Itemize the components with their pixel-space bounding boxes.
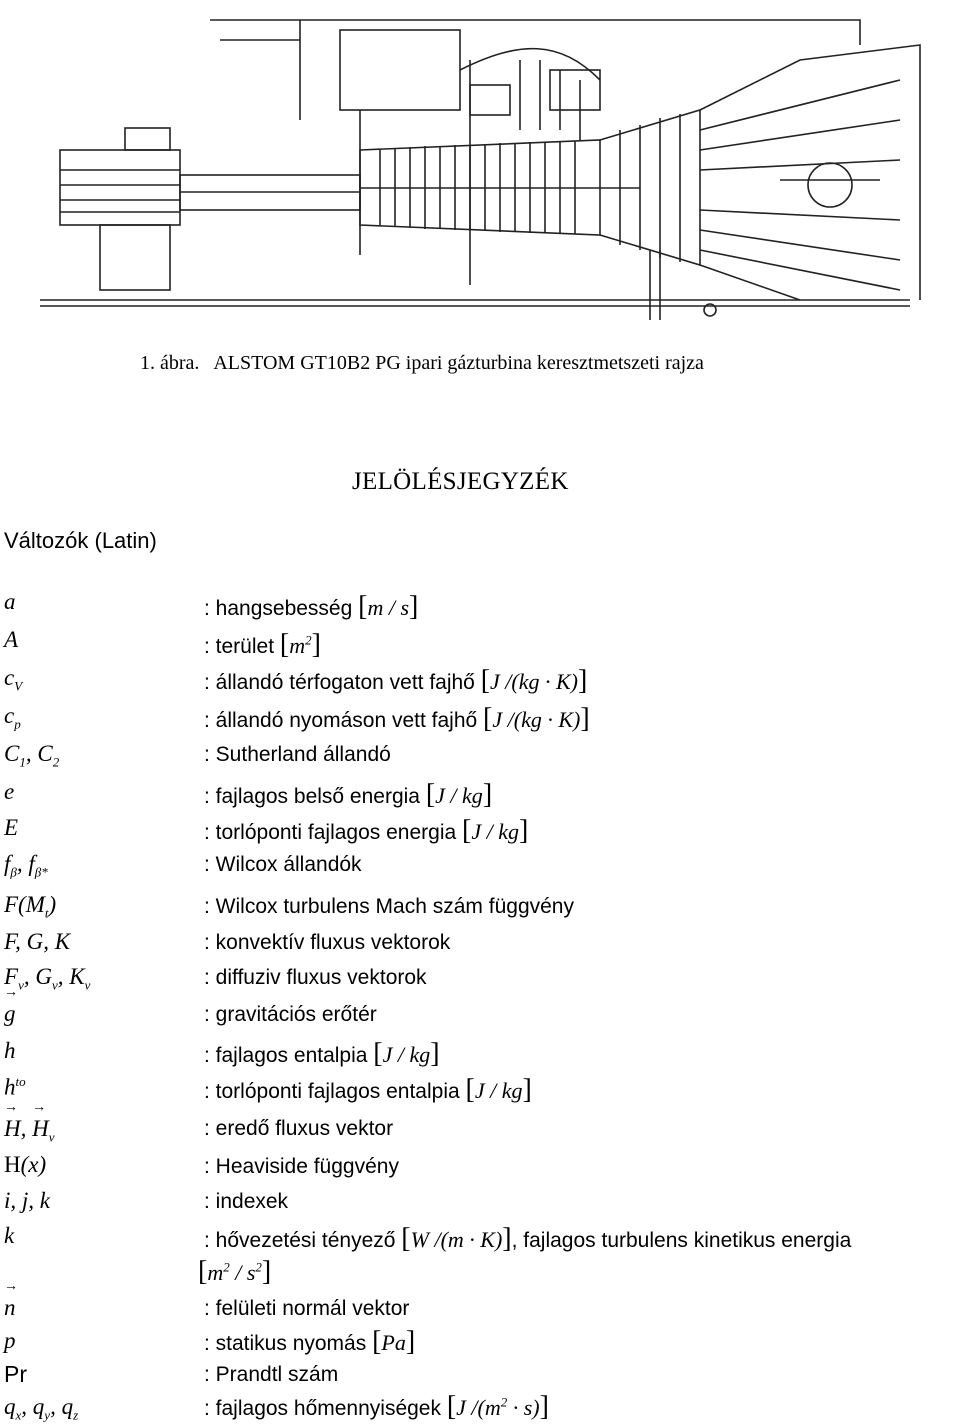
- entry-description: : Sutherland állandó: [204, 743, 391, 766]
- caption-number: 1. ábra.: [140, 352, 200, 374]
- entry-description: : konvektív fluxus vektorok: [204, 931, 451, 954]
- symbol-f-beta: $f_\beta$, $f_{\beta*}$: [4, 851, 48, 880]
- symbol-E: E: [4, 815, 19, 840]
- entry-unit: [J / kg]: [462, 815, 529, 846]
- entry-description: : Wilcox turbulens Mach szám függvény: [204, 895, 574, 918]
- entry-unit: [J /(kg · K)]: [483, 703, 590, 734]
- symbol-h: h: [4, 1038, 16, 1063]
- symbol-k: k: [4, 1223, 15, 1248]
- symbol-H-vector: → H, → $H_v$: [4, 1116, 55, 1146]
- description-text: : fajlagos belső energia: [204, 785, 420, 808]
- symbol-F-Mt: $F(M_t)$: [4, 892, 57, 921]
- description-text: : hangsebesség: [204, 597, 353, 620]
- entry-description: [204, 591, 418, 623]
- entry-description: : diffuziv fluxus vektorok: [204, 966, 427, 989]
- entry-description: [204, 1074, 532, 1106]
- entry-description: : eredő fluxus vektor: [204, 1117, 394, 1140]
- description-text: : fajlagos hőmennyiségek: [204, 1397, 441, 1420]
- symbol-A: A: [4, 627, 19, 652]
- symbol-h-to: $h^{to}$: [4, 1074, 26, 1100]
- entry-description: : gravitációs erőtér: [204, 1003, 377, 1026]
- description-text: : fajlagos entalpia: [204, 1044, 368, 1067]
- entry-description: [204, 1038, 440, 1070]
- description-text: : állandó nyomáson vett fajhő: [204, 709, 478, 732]
- symbol-F-G-K: F, G, K: [4, 929, 71, 954]
- symbol-n-vector: → n: [4, 1295, 16, 1321]
- symbol-g-vector: → g: [4, 1001, 16, 1027]
- entry-description: : Wilcox állandók: [204, 853, 362, 876]
- description-text: : torlóponti fajlagos entalpia: [204, 1080, 460, 1103]
- symbol-Pr: Pr: [4, 1361, 27, 1387]
- entry-description: [204, 779, 492, 811]
- symbol-p: p: [4, 1328, 16, 1353]
- entry-unit: [J $/(m^2 \cdot s)$]: [446, 1391, 549, 1422]
- description-text: : állandó térfogaton vett fajhő: [204, 671, 475, 694]
- entry-description: [204, 1326, 415, 1358]
- entry-unit: [J / kg]: [373, 1038, 440, 1069]
- entry-description: [204, 1391, 549, 1423]
- description-extra: , fajlagos turbulens kinetikus energia: [511, 1229, 852, 1252]
- symbol-cV: $c_V$: [4, 665, 23, 694]
- symbol-a: a: [4, 589, 16, 614]
- entry-unit: [J /(kg · K)]: [480, 665, 588, 696]
- symbol-heaviside: H(x): [4, 1152, 47, 1177]
- entry-unit: [m / s]: [358, 591, 419, 622]
- entry-unit: $[m^2]$: [279, 629, 321, 660]
- entry-description: : Prandtl szám: [204, 1363, 339, 1386]
- entry-unit-continued: $[m^2 / s^2]$: [198, 1256, 272, 1287]
- symbol-q: $q_x$, $q_y$, $q_z$: [4, 1394, 79, 1423]
- entry-description: [204, 703, 590, 735]
- description-text: : statikus nyomás: [204, 1332, 367, 1355]
- entry-description: [204, 815, 528, 847]
- symbol-e: e: [4, 779, 15, 804]
- description-text: : hővezetési tényező: [204, 1229, 396, 1252]
- entry-description: : Heaviside függvény: [204, 1155, 399, 1178]
- turbine-drawing-icon: [0, 0, 960, 350]
- entry-unit: [W /(m · K)]: [401, 1223, 512, 1254]
- symbol-i-j-k: i, j, k: [4, 1188, 50, 1213]
- page-title: JELÖLÉSJEGYZÉK: [352, 468, 569, 495]
- entry-description: [204, 629, 321, 661]
- description-text: : torlóponti fajlagos energia: [204, 821, 457, 844]
- section-heading: Változók (Latin): [4, 528, 157, 553]
- entry-unit: [Pa]: [372, 1326, 416, 1357]
- symbol-Fv-Gv-Kv: $F_v$, $G_v$, $K_v$: [4, 964, 91, 993]
- caption-text: ALSTOM GT10B2 PG ipari gázturbina keresztmetszeti rajza: [213, 352, 704, 374]
- entry-unit: [J / kg]: [465, 1074, 532, 1105]
- figure-caption: [140, 352, 704, 375]
- entry-unit: [J / kg]: [425, 779, 493, 810]
- entry-description: : felületi normál vektor: [204, 1297, 410, 1320]
- entry-description: [204, 1223, 851, 1255]
- symbol-C1-C2: $C_1$, $C_2$: [4, 741, 60, 770]
- description-text: : terület: [204, 635, 275, 658]
- symbol-cp: $c_p$: [4, 703, 21, 732]
- entry-description: [204, 665, 587, 697]
- entry-description: : indexek: [204, 1190, 289, 1213]
